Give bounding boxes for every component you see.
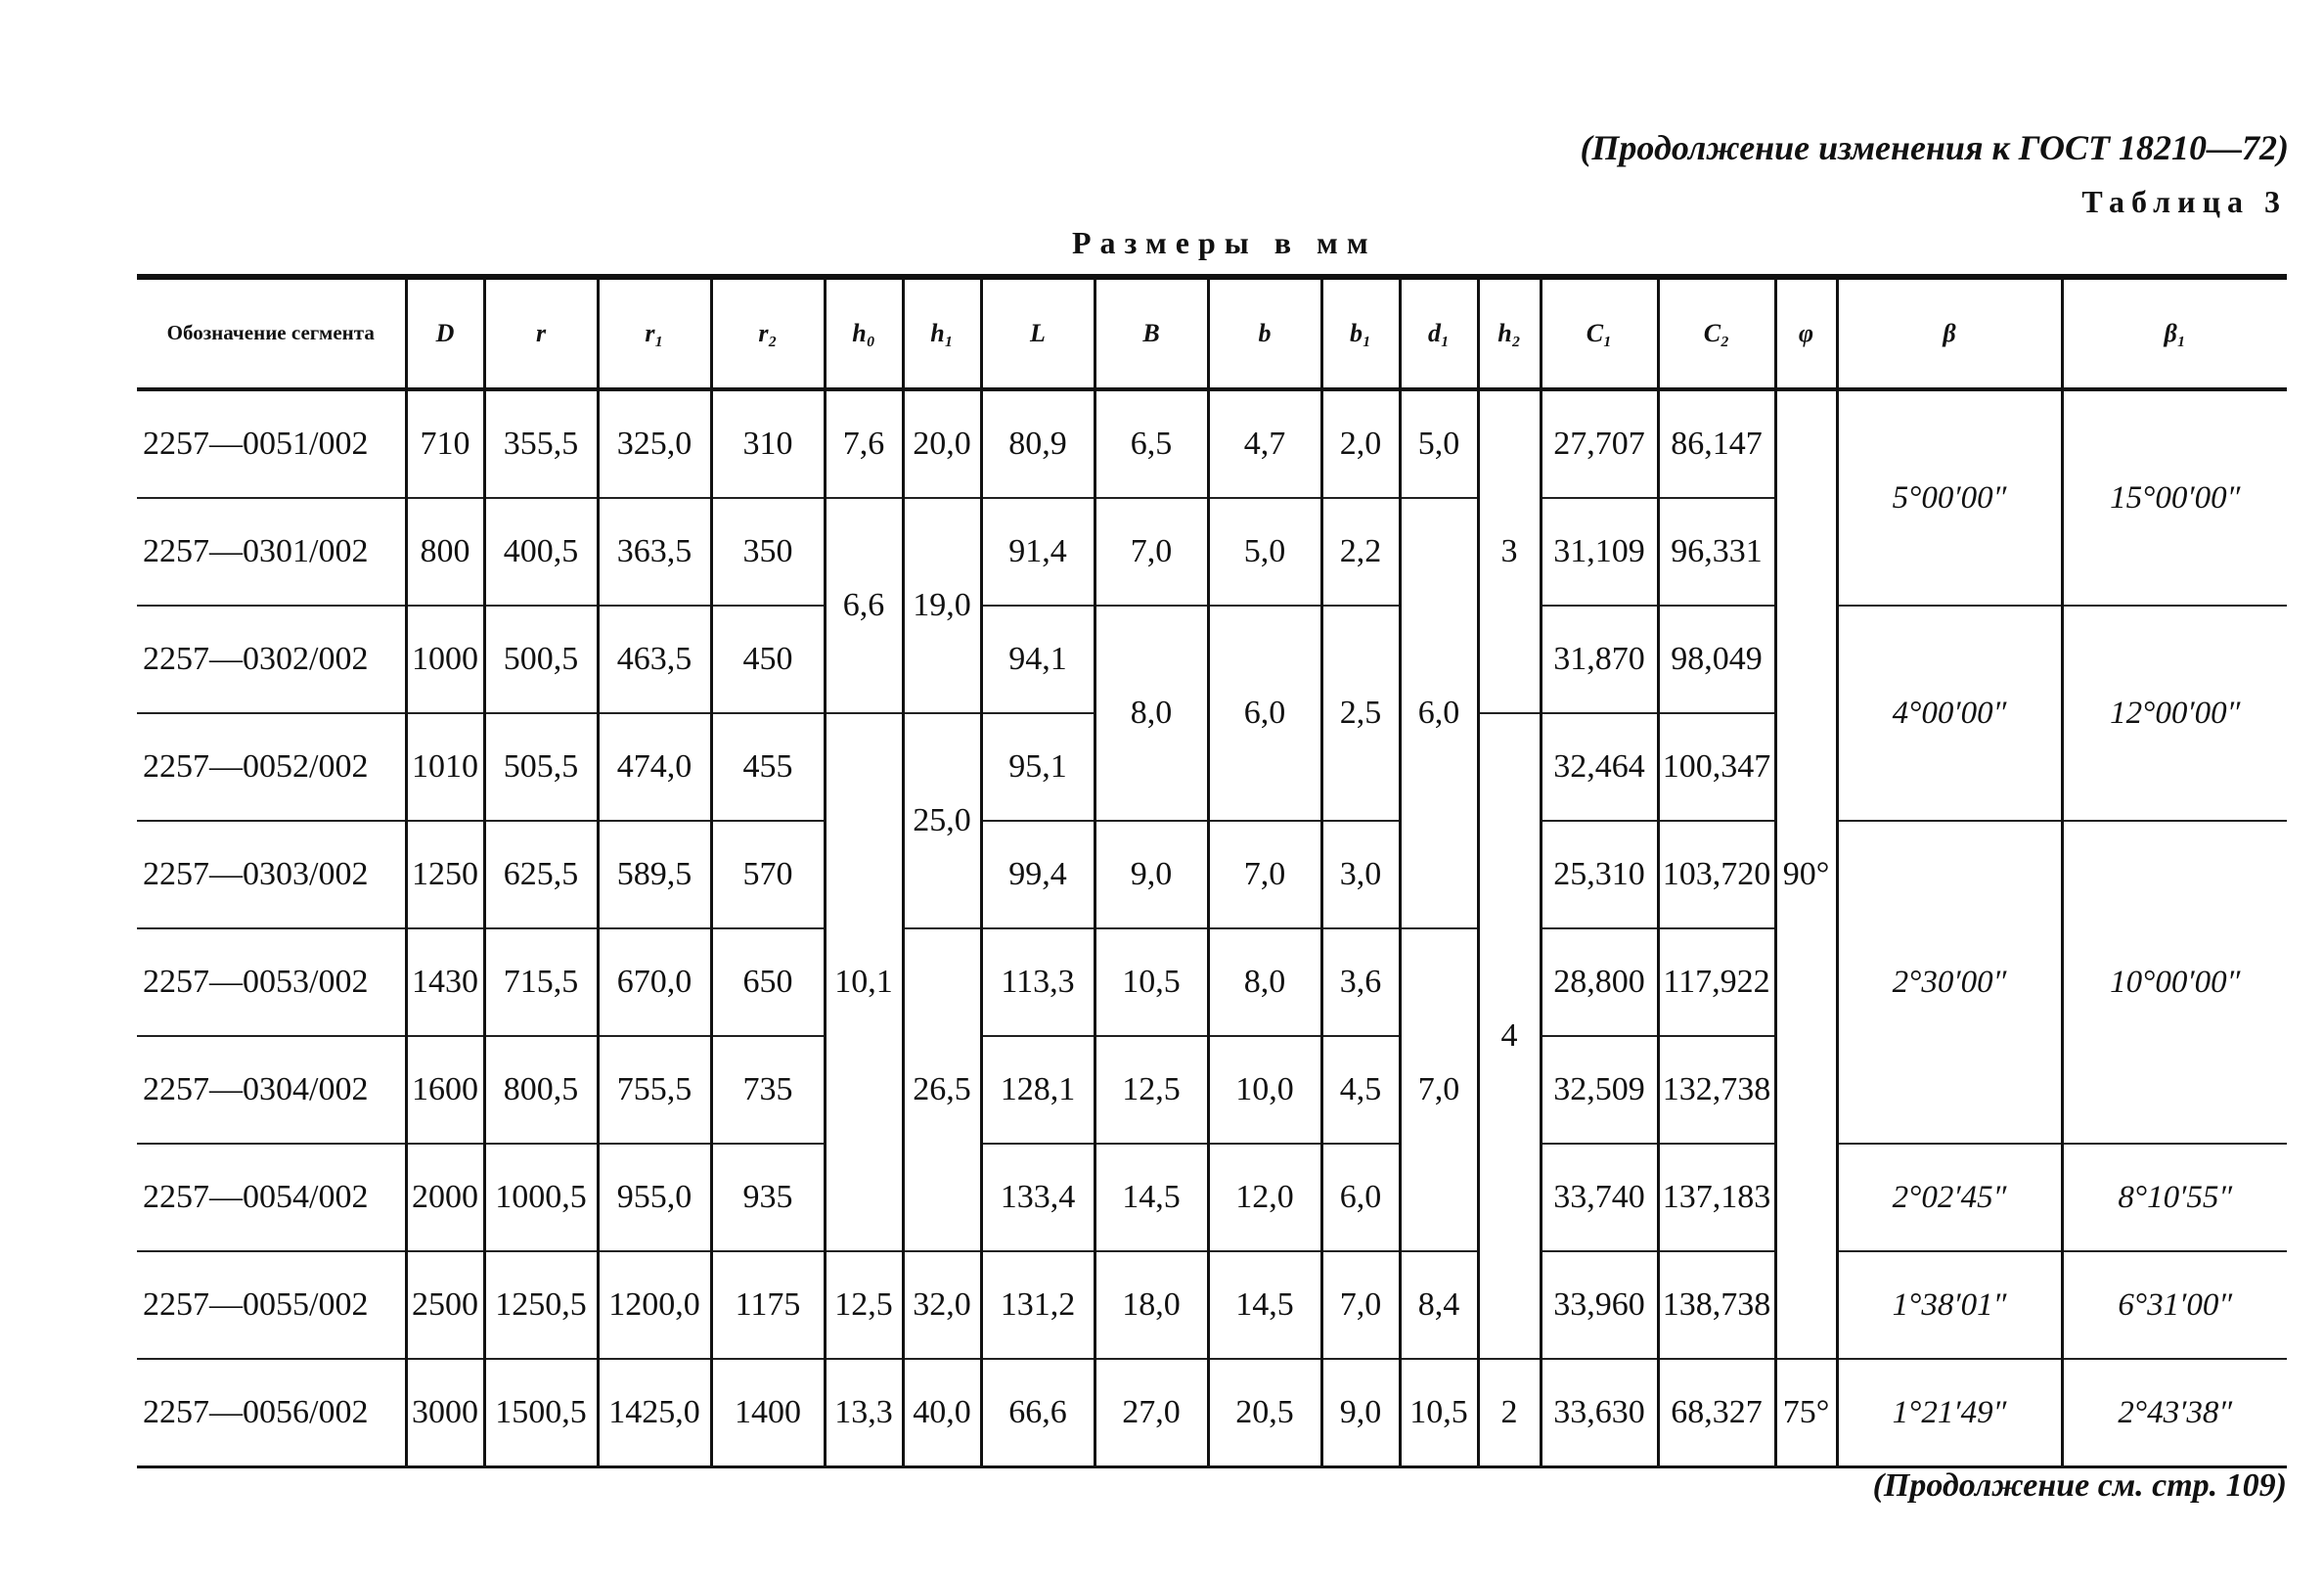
cell-C1: 33,960 xyxy=(1541,1251,1658,1359)
cell-L: 66,6 xyxy=(981,1359,1095,1467)
cell-C2: 98,049 xyxy=(1658,606,1775,713)
cell-b1-merged: 2,5 xyxy=(1321,606,1400,821)
cell-D: 2000 xyxy=(406,1144,484,1251)
col-header-C2: C₂ xyxy=(1658,277,1775,389)
cell-r: 625,5 xyxy=(484,821,598,928)
cell-C2: 138,738 xyxy=(1658,1251,1775,1359)
cell-beta1-merged: 10°00′00″ xyxy=(2062,821,2287,1144)
cell-r: 355,5 xyxy=(484,389,598,498)
footer-note: (Продолжение см. стр. 109) xyxy=(1872,1467,2287,1504)
cell-b-merged: 6,0 xyxy=(1208,606,1321,821)
cell-h0: 13,3 xyxy=(825,1359,903,1467)
col-header-b: b xyxy=(1208,277,1321,389)
cell-designation: 2257—0056/002 xyxy=(137,1359,406,1467)
cell-r: 800,5 xyxy=(484,1036,598,1144)
cell-C2: 68,327 xyxy=(1658,1359,1775,1467)
cell-b1: 7,0 xyxy=(1321,1251,1400,1359)
cell-r2: 350 xyxy=(711,498,825,606)
cell-b: 5,0 xyxy=(1208,498,1321,606)
cell-designation: 2257—0054/002 xyxy=(137,1144,406,1251)
cell-designation: 2257—0052/002 xyxy=(137,713,406,821)
cell-r: 715,5 xyxy=(484,928,598,1036)
cell-b1: 9,0 xyxy=(1321,1359,1400,1467)
cell-b1: 4,5 xyxy=(1321,1036,1400,1144)
cell-r2: 1400 xyxy=(711,1359,825,1467)
cell-b: 12,0 xyxy=(1208,1144,1321,1251)
cell-h0-merged: 10,1 xyxy=(825,713,903,1251)
cell-phi-merged: 90° xyxy=(1775,389,1837,1359)
cell-r: 400,5 xyxy=(484,498,598,606)
cell-h0-merged: 6,6 xyxy=(825,498,903,713)
table-label: Таблица 3 xyxy=(2081,184,2287,219)
header-note: (Продолжение изменения к ГОСТ 18210—72) xyxy=(1580,128,2289,167)
cell-B: 10,5 xyxy=(1095,928,1208,1036)
cell-C1: 25,310 xyxy=(1541,821,1658,928)
cell-designation: 2257—0301/002 xyxy=(137,498,406,606)
col-header-r: r xyxy=(484,277,598,389)
col-header-r1: r₁ xyxy=(598,277,711,389)
cell-C2: 117,922 xyxy=(1658,928,1775,1036)
col-header-b1: b₁ xyxy=(1321,277,1400,389)
cell-C1: 33,740 xyxy=(1541,1144,1658,1251)
cell-B: 12,5 xyxy=(1095,1036,1208,1144)
cell-beta1: 6°31′00″ xyxy=(2062,1251,2287,1359)
cell-C2: 86,147 xyxy=(1658,389,1775,498)
cell-C2: 100,347 xyxy=(1658,713,1775,821)
cell-r1: 670,0 xyxy=(598,928,711,1036)
cell-designation: 2257—0055/002 xyxy=(137,1251,406,1359)
cell-d1-merged: 6,0 xyxy=(1400,498,1478,928)
table-row xyxy=(137,1144,2287,1251)
cell-beta: 1°38′01″ xyxy=(1837,1251,2062,1359)
cell-D: 1600 xyxy=(406,1036,484,1144)
cell-r1: 1425,0 xyxy=(598,1359,711,1467)
cell-C1: 32,464 xyxy=(1541,713,1658,821)
cell-r: 1500,5 xyxy=(484,1359,598,1467)
cell-beta-merged: 4°00′00″ xyxy=(1837,606,2062,821)
cell-r1: 955,0 xyxy=(598,1144,711,1251)
cell-C2: 103,720 xyxy=(1658,821,1775,928)
cell-h1: 32,0 xyxy=(903,1251,981,1359)
col-header-beta: β xyxy=(1837,277,2062,389)
cell-h2-merged: 3 xyxy=(1478,389,1541,713)
cell-L: 128,1 xyxy=(981,1036,1095,1144)
cell-b1: 2,2 xyxy=(1321,498,1400,606)
cell-C1: 31,870 xyxy=(1541,606,1658,713)
cell-designation: 2257—0053/002 xyxy=(137,928,406,1036)
cell-beta-merged: 2°30′00″ xyxy=(1837,821,2062,1144)
cell-b: 10,0 xyxy=(1208,1036,1321,1144)
cell-B: 6,5 xyxy=(1095,389,1208,498)
cell-D: 1430 xyxy=(406,928,484,1036)
cell-b: 7,0 xyxy=(1208,821,1321,928)
cell-b: 20,5 xyxy=(1208,1359,1321,1467)
cell-r2: 570 xyxy=(711,821,825,928)
cell-C2: 132,738 xyxy=(1658,1036,1775,1144)
cell-r1: 1200,0 xyxy=(598,1251,711,1359)
cell-r: 1250,5 xyxy=(484,1251,598,1359)
cell-L: 80,9 xyxy=(981,389,1095,498)
cell-designation: 2257—0051/002 xyxy=(137,389,406,498)
cell-b1: 6,0 xyxy=(1321,1144,1400,1251)
table-row xyxy=(137,389,2287,498)
cell-L: 94,1 xyxy=(981,606,1095,713)
cell-B: 9,0 xyxy=(1095,821,1208,928)
table-row xyxy=(137,821,2287,928)
cell-B: 27,0 xyxy=(1095,1359,1208,1467)
cell-r: 505,5 xyxy=(484,713,598,821)
cell-designation: 2257—0302/002 xyxy=(137,606,406,713)
col-header-designation: Обозначение сегмента xyxy=(137,277,406,389)
cell-r: 500,5 xyxy=(484,606,598,713)
cell-h0: 7,6 xyxy=(825,389,903,498)
cell-L: 113,3 xyxy=(981,928,1095,1036)
col-header-D: D xyxy=(406,277,484,389)
table-row xyxy=(137,606,2287,713)
col-header-d1: d₁ xyxy=(1400,277,1478,389)
cell-B: 18,0 xyxy=(1095,1251,1208,1359)
cell-beta1-merged: 15°00′00″ xyxy=(2062,389,2287,606)
table-row xyxy=(137,1359,2287,1467)
cell-h1: 40,0 xyxy=(903,1359,981,1467)
cell-h0: 12,5 xyxy=(825,1251,903,1359)
cell-L: 95,1 xyxy=(981,713,1095,821)
cell-L: 133,4 xyxy=(981,1144,1095,1251)
col-header-h1: h₁ xyxy=(903,277,981,389)
col-header-beta1: β₁ xyxy=(2062,277,2287,389)
cell-b: 8,0 xyxy=(1208,928,1321,1036)
cell-phi: 75° xyxy=(1775,1359,1837,1467)
cell-C1: 31,109 xyxy=(1541,498,1658,606)
cell-D: 1250 xyxy=(406,821,484,928)
cell-D: 710 xyxy=(406,389,484,498)
col-header-r2: r₂ xyxy=(711,277,825,389)
col-header-C1: C₁ xyxy=(1541,277,1658,389)
cell-b1: 3,0 xyxy=(1321,821,1400,928)
cell-beta1-merged: 12°00′00″ xyxy=(2062,606,2287,821)
cell-beta: 2°02′45″ xyxy=(1837,1144,2062,1251)
cell-r1: 755,5 xyxy=(598,1036,711,1144)
cell-h1-merged: 19,0 xyxy=(903,498,981,713)
cell-r1: 589,5 xyxy=(598,821,711,928)
cell-r2: 310 xyxy=(711,389,825,498)
cell-r2: 455 xyxy=(711,713,825,821)
cell-r1: 363,5 xyxy=(598,498,711,606)
cell-r1: 463,5 xyxy=(598,606,711,713)
cell-r: 1000,5 xyxy=(484,1144,598,1251)
dimensions-caption: Размеры в мм xyxy=(1072,225,1377,260)
cell-C2: 137,183 xyxy=(1658,1144,1775,1251)
col-header-B: B xyxy=(1095,277,1208,389)
cell-r2: 650 xyxy=(711,928,825,1036)
table-header-row xyxy=(137,277,2287,389)
cell-r1: 325,0 xyxy=(598,389,711,498)
cell-beta1: 2°43′38″ xyxy=(2062,1359,2287,1467)
cell-beta-merged: 5°00′00″ xyxy=(1837,389,2062,606)
cell-C1: 33,630 xyxy=(1541,1359,1658,1467)
cell-beta: 1°21′49″ xyxy=(1837,1359,2062,1467)
cell-b: 4,7 xyxy=(1208,389,1321,498)
col-header-h2: h₂ xyxy=(1478,277,1541,389)
cell-r1: 474,0 xyxy=(598,713,711,821)
cell-d1: 10,5 xyxy=(1400,1359,1478,1467)
cell-C1: 32,509 xyxy=(1541,1036,1658,1144)
cell-h2-merged: 4 xyxy=(1478,713,1541,1359)
cell-h1-merged: 26,5 xyxy=(903,928,981,1251)
cell-L: 91,4 xyxy=(981,498,1095,606)
cell-r2: 935 xyxy=(711,1144,825,1251)
cell-r2: 450 xyxy=(711,606,825,713)
cell-D: 1010 xyxy=(406,713,484,821)
cell-h1-merged: 25,0 xyxy=(903,713,981,928)
cell-h2: 2 xyxy=(1478,1359,1541,1467)
cell-B-merged: 8,0 xyxy=(1095,606,1208,821)
cell-r2: 1175 xyxy=(711,1251,825,1359)
cell-beta1: 8°10′55″ xyxy=(2062,1144,2287,1251)
cell-D: 3000 xyxy=(406,1359,484,1467)
segment-dimensions-table xyxy=(137,274,2287,1468)
cell-h1: 20,0 xyxy=(903,389,981,498)
cell-b: 14,5 xyxy=(1208,1251,1321,1359)
cell-d1: 5,0 xyxy=(1400,389,1478,498)
col-header-phi: φ xyxy=(1775,277,1837,389)
cell-D: 2500 xyxy=(406,1251,484,1359)
col-header-h0: h₀ xyxy=(825,277,903,389)
cell-C2: 96,331 xyxy=(1658,498,1775,606)
cell-L: 131,2 xyxy=(981,1251,1095,1359)
table-row xyxy=(137,1251,2287,1359)
cell-designation: 2257—0303/002 xyxy=(137,821,406,928)
cell-b1: 3,6 xyxy=(1321,928,1400,1036)
cell-D: 800 xyxy=(406,498,484,606)
cell-r2: 735 xyxy=(711,1036,825,1144)
cell-C1: 28,800 xyxy=(1541,928,1658,1036)
cell-C1: 27,707 xyxy=(1541,389,1658,498)
cell-designation: 2257—0304/002 xyxy=(137,1036,406,1144)
cell-b1: 2,0 xyxy=(1321,389,1400,498)
cell-D: 1000 xyxy=(406,606,484,713)
cell-L: 99,4 xyxy=(981,821,1095,928)
cell-B: 14,5 xyxy=(1095,1144,1208,1251)
cell-B: 7,0 xyxy=(1095,498,1208,606)
cell-d1-merged: 7,0 xyxy=(1400,928,1478,1251)
cell-d1: 8,4 xyxy=(1400,1251,1478,1359)
col-header-L: L xyxy=(981,277,1095,389)
